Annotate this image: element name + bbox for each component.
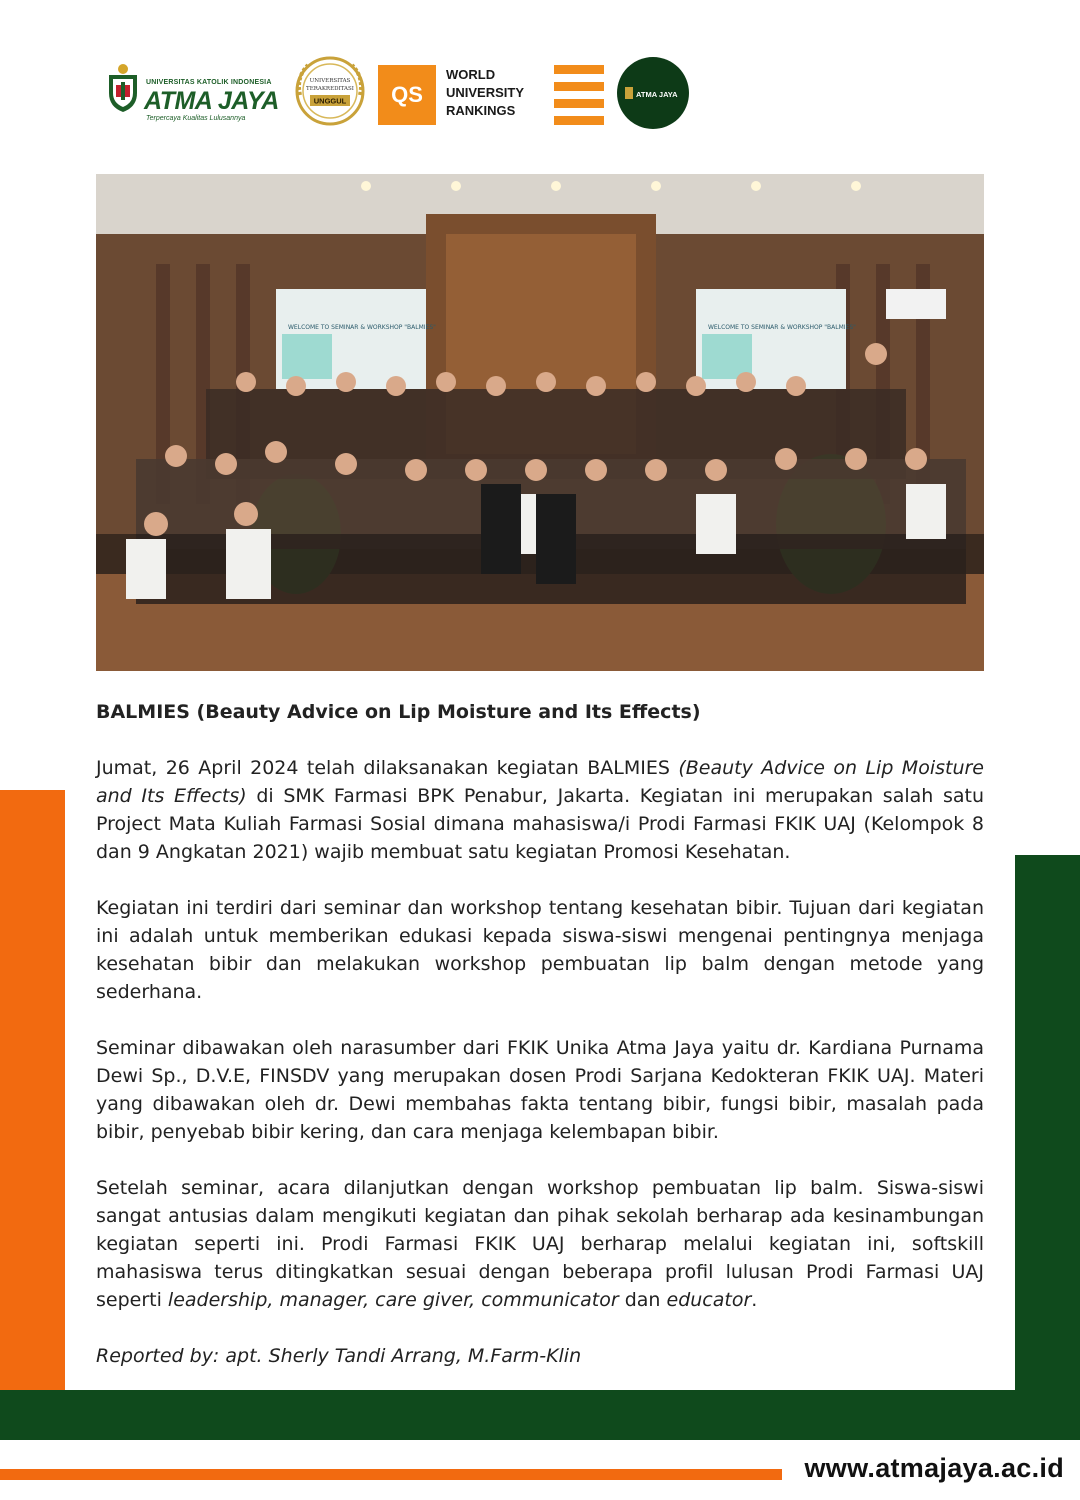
accreditation-line2: TERAKREDITASI (306, 86, 354, 92)
badge-text: ATMA JAYA (636, 90, 678, 99)
p1-text-c: di SMK Farmasi BPK Penabur, Jakarta. Kegiatan ini merupakan salah satu Project Mata Kuliah Farmasi Sosial dimana mahasiswa/i Prodi Farmasi FKIK UAJ (Kelompok 8 dan 9 Angkatan 2021) wajib membuat satu kegiatan Promosi Kesehatan. (96, 785, 985, 863)
university-tagline: Terpercaya Kualitas Lulusannya (146, 115, 246, 122)
paragraph-1 (96, 754, 984, 866)
qs-line3: RANKINGS (446, 103, 516, 118)
qs-logo-icon: QS (378, 65, 436, 125)
university-name: ATMA JAYA (144, 87, 279, 115)
footer-orange-bar (0, 1469, 782, 1480)
accreditation-line1: UNIVERSITAS (309, 78, 351, 84)
orange-side-band (0, 790, 70, 1400)
screen-text-right: WELCOME TO SEMINAR & WORKSHOP "BALMIES" (708, 324, 856, 331)
reporter-line (96, 1342, 984, 1370)
paragraph-4 (96, 1174, 984, 1314)
article-title: BALMIES (Beauty Advice on Lip Moisture and Its Effects) (96, 701, 701, 723)
qs-line1: WORLD (446, 67, 496, 82)
qs-rankings-text (446, 66, 524, 120)
atma-jaya-crest-icon (105, 63, 141, 113)
paragraph-3: Seminar dibawakan oleh narasumber dari FKIK Unika Atma Jaya yaitu dr. Kardiana Purnama Dewi Sp., D.V.E, FINSDV yang merupakan dosen Prodi Sarjana Kedokteran FKIK UAJ. Materi yang dibawakan oleh dr. Dewi membahas fakta tentang bibir, fungsi bibir, masalah pada bibir, penyebab bibir kering, dan cara menjaga kelembapan bibir. (96, 1037, 984, 1143)
group-photo (96, 174, 984, 671)
accreditation-status: UNGGUL (313, 96, 347, 106)
p1-text-a: Jumat, 26 April 2024 telah dilaksanakan kegiatan BALMIES (96, 757, 679, 779)
atma-jaya-badge (617, 57, 689, 129)
p1-italic: (Beauty Advice on Lip Moisture and Its Effects) (96, 757, 984, 807)
p4-italic-educator: educator (666, 1289, 752, 1311)
atma-jaya-logo (100, 61, 280, 121)
logo-row (100, 55, 700, 130)
reporter-text: Reported by: apt. Sherly Tandi Arrang, M.Farm-Klin (96, 1345, 582, 1367)
screen-text-left: WELCOME TO SEMINAR & WORKSHOP "BALMIES" (288, 324, 436, 331)
p4-text-e: . (751, 1289, 758, 1311)
group-photo-illustration (96, 174, 984, 671)
article (96, 698, 984, 1398)
paragraph-2: Kegiatan ini terdiri dari seminar dan workshop tentang kesehatan bibir. Tujuan dari kegiatan ini adalah untuk memberikan edukasi kepada siswa-siswi mengenai pentingnya menjaga kesehatan bibir dan melakukan workshop pembuatan lip balm dengan metode yang sederhana. (96, 897, 984, 1003)
accreditation-badge (290, 55, 370, 131)
qs-stripes-icon (554, 65, 604, 125)
university-type: UNIVERSITAS KATOLIK INDONESIA (146, 79, 272, 86)
qs-line2: UNIVERSITY (446, 85, 525, 100)
atma-jaya-badge-icon (623, 83, 683, 103)
p4-italic-roles: leadership, manager, care giver, communicator (167, 1289, 619, 1311)
footer-url-link[interactable]: www.atmajaya.ac.id (804, 1453, 1064, 1483)
p4-text-a: Setelah seminar, acara dilanjutkan dengan workshop pembuatan lip balm. Siswa-siswi sangat antusias dalam mengikuti kegiatan dan pihak sekolah berharap ada kesinambungan kegiatan seperti ini. Prodi Farmasi FKIK UAJ berharap melalui kegiatan ini, softskill mahasiswa terus ditingkatkan sesuai dengan beberapa profil lulusan Prodi Farmasi UAJ seperti (96, 1177, 984, 1311)
p4-text-c: dan (618, 1289, 667, 1311)
